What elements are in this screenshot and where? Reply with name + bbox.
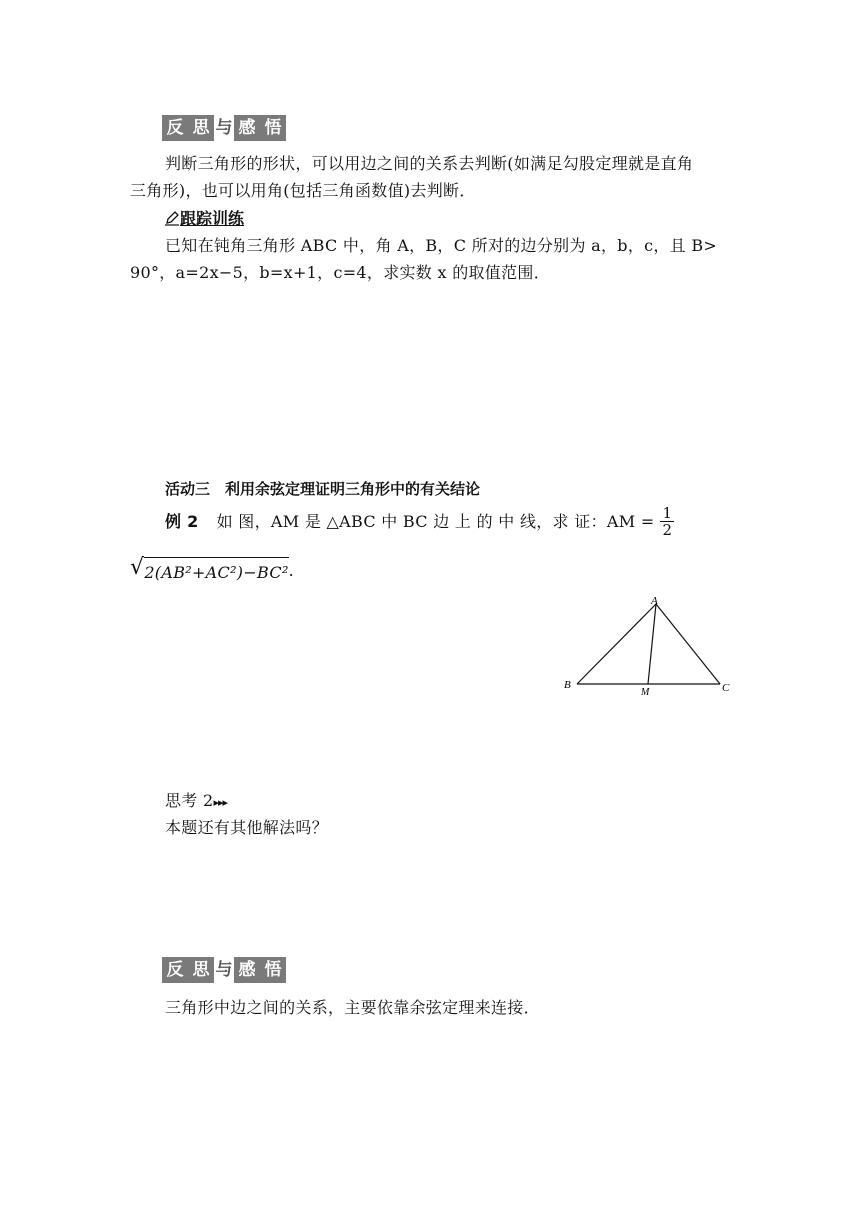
vertex-label-C: C (722, 682, 730, 694)
fraction (660, 505, 674, 538)
example-text: 如 图，AM 是 △ABC 中 BC 边 上 的 中 线，求 证：AM = (216, 512, 655, 531)
reflection-char: 思 (188, 115, 214, 141)
example-label: 例 2 (165, 512, 199, 531)
reflection-char: 悟 (260, 957, 286, 983)
side-AC (656, 604, 720, 684)
reflection-text-line: 三角形)，也可以用角(包括三角函数值)去判断． (130, 181, 476, 200)
fraction-numerator: 1 (662, 504, 673, 522)
sqrt-expression (130, 555, 294, 586)
reflection-char: 与 (214, 115, 234, 141)
example-line (165, 505, 765, 538)
reflection-char: 悟 (260, 115, 286, 141)
thinking-title: 思考 2 (165, 791, 214, 810)
reflection-text: 三角形中边之间的关系，主要依靠余弦定理来连接． (165, 998, 540, 1017)
reflection-text-line: 判断三角形的形状，可以用边之间的关系去判断(如满足勾股定理就是直角 (165, 154, 694, 173)
reflection-char: 感 (234, 115, 260, 141)
median-AM (648, 604, 656, 684)
reflection-char: 反 (162, 957, 188, 983)
period: . (288, 561, 295, 580)
point-label-M: M (641, 687, 650, 698)
reflection-header (162, 115, 286, 141)
tracking-heading (164, 206, 244, 229)
side-AB (577, 604, 656, 684)
fraction-denominator: 2 (662, 521, 673, 539)
exercise-line: 已知在钝角三角形 ABC 中，角 A，B，C 所对的边分别为 a，b，c，且 B> (165, 236, 718, 255)
reflection-char: 反 (162, 115, 188, 141)
activity-title: 活动三 利用余弦定理证明三角形中的有关结论 (165, 480, 481, 498)
reflection-char: 感 (234, 957, 260, 983)
thinking-heading (165, 787, 227, 816)
reflection-header (162, 957, 286, 983)
vertex-label-B: B (564, 679, 571, 691)
tracking-title: 跟踪训练 (180, 209, 245, 228)
pencil-icon (164, 210, 180, 226)
reflection-char: 思 (188, 957, 214, 983)
thinking-text: 本题还有其他解法吗？ (165, 818, 329, 837)
triangle-diagram (560, 592, 740, 702)
radicand: 2(AB²+AC²)−BC² (144, 557, 288, 586)
vertex-label-A: A (651, 595, 658, 607)
radical-sign: √ (130, 555, 145, 580)
arrow-icon: ▸▸▸ (213, 796, 228, 809)
exercise-line: 90°，a=2x−5，b=x+1，c=4，求实数 x 的取值范围． (130, 263, 550, 282)
reflection-char: 与 (214, 957, 234, 983)
